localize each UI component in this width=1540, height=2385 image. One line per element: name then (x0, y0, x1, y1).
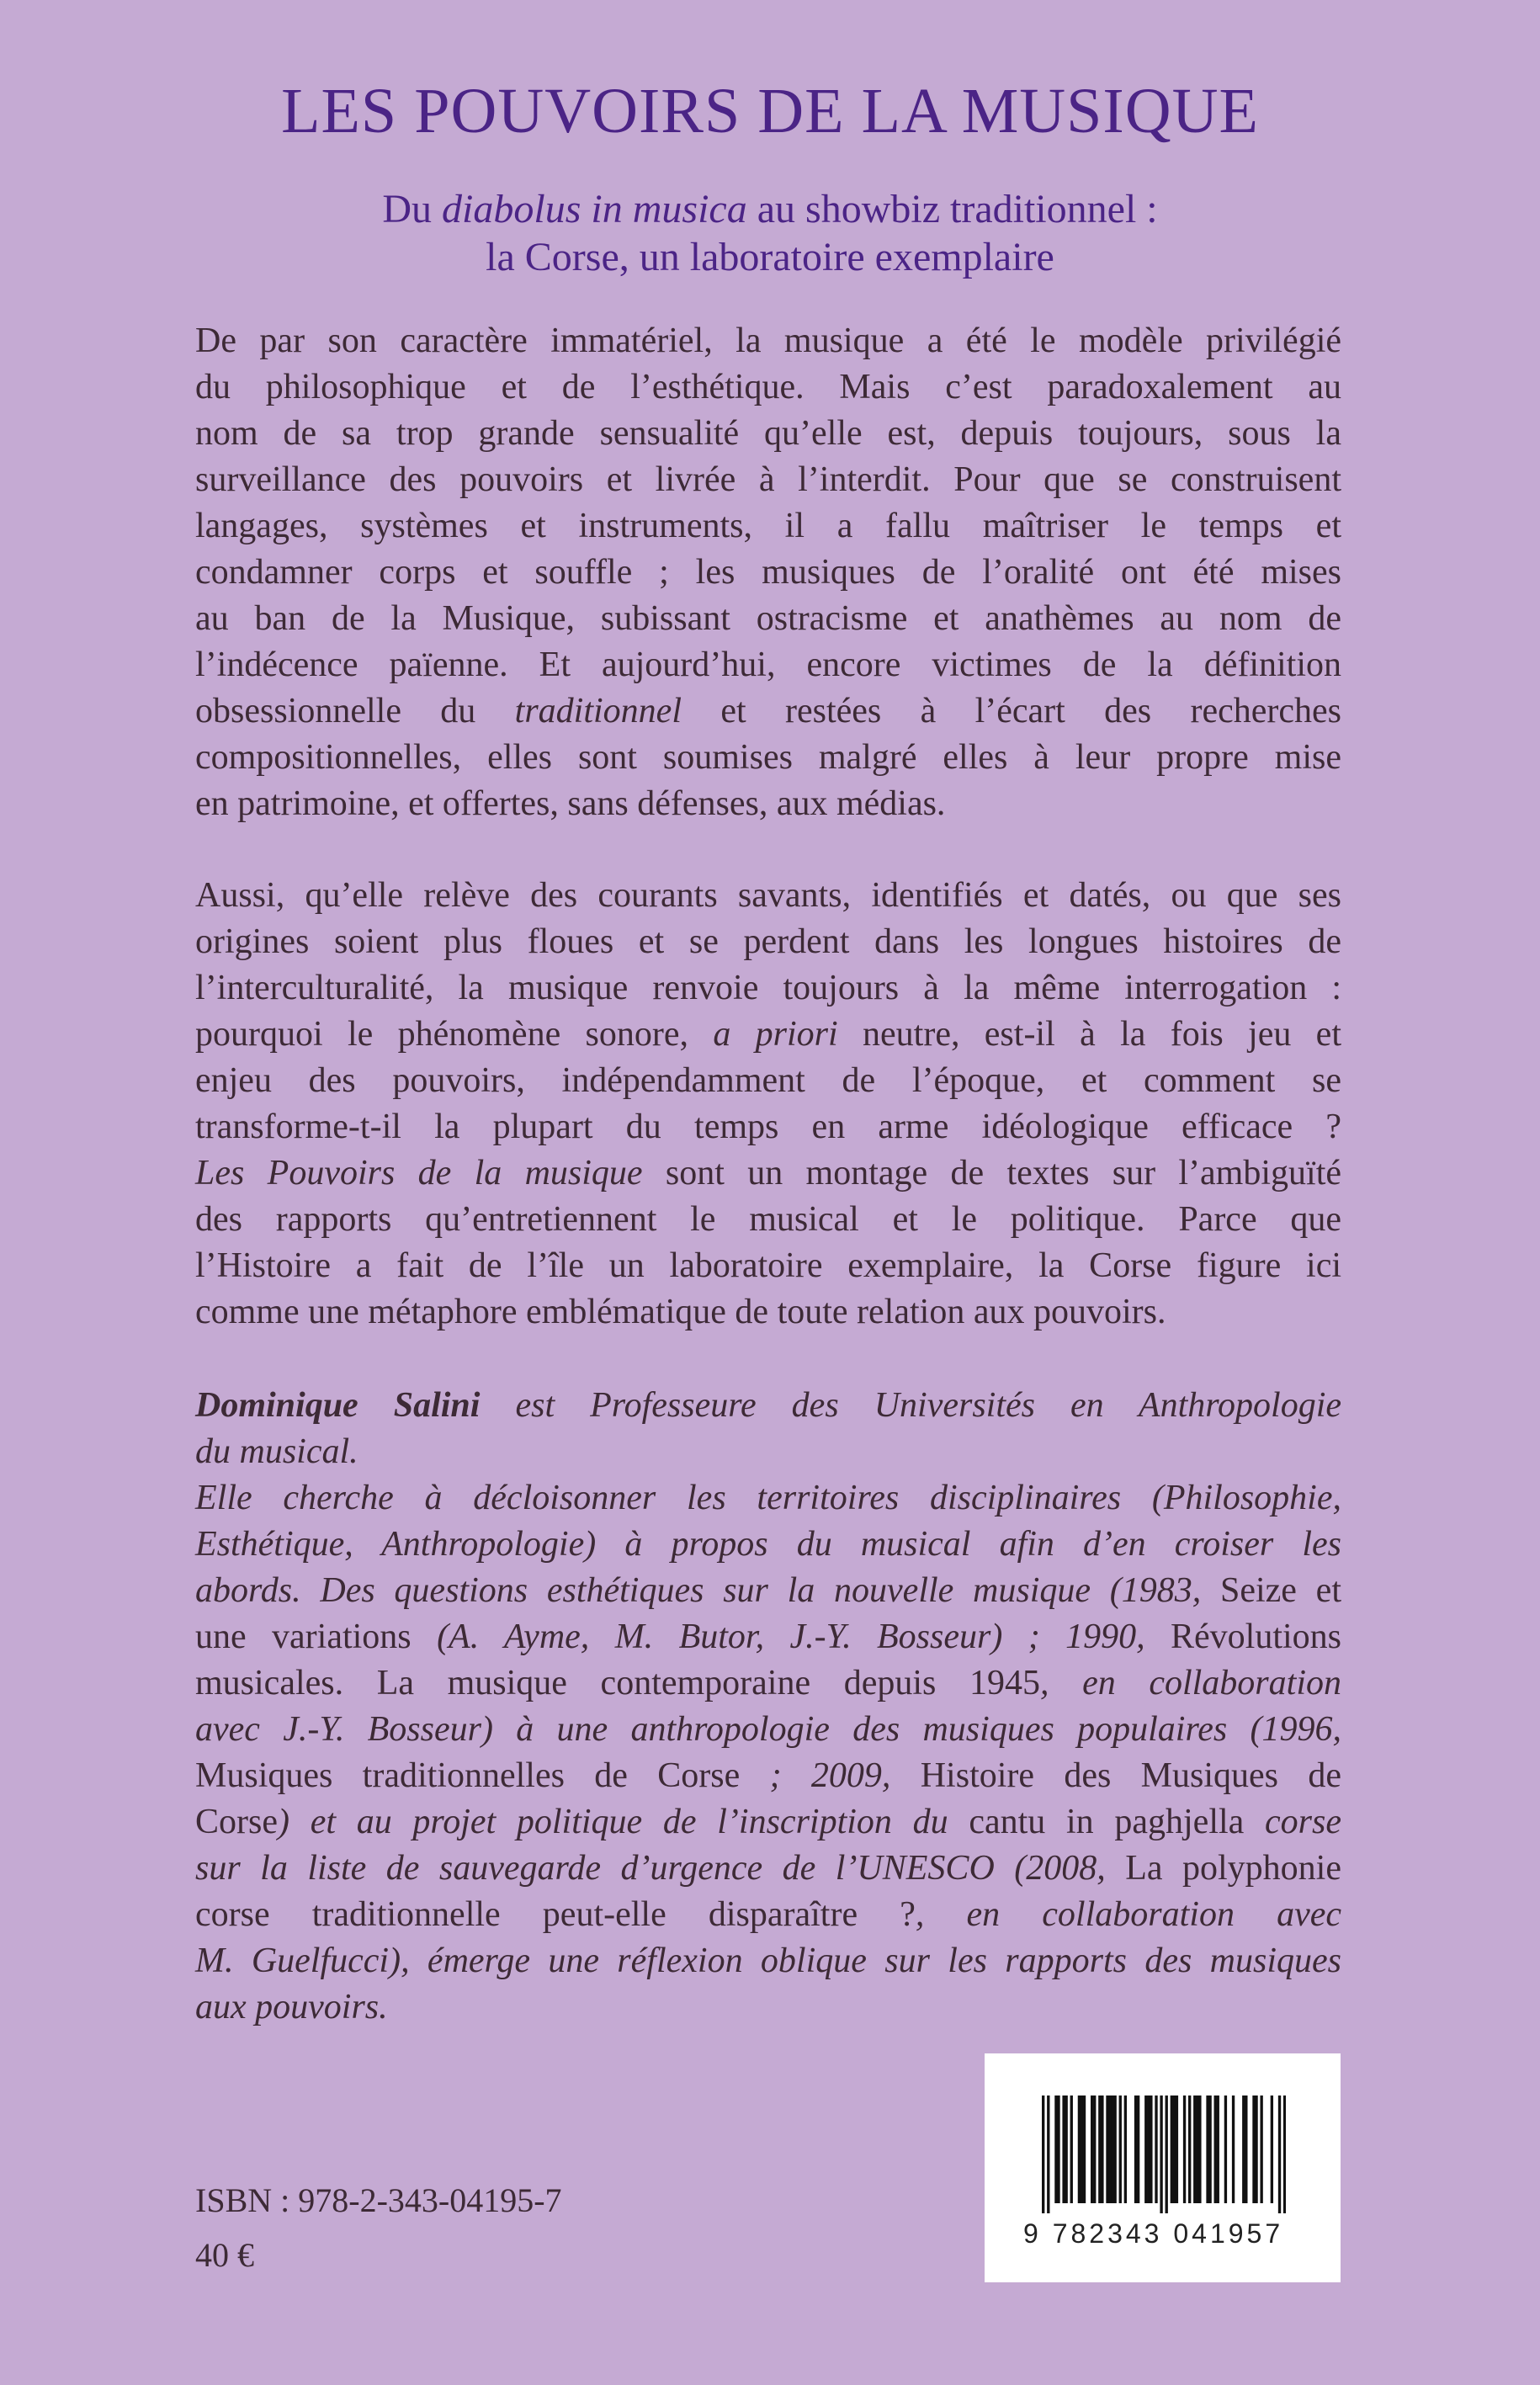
barcode-bar (1171, 2096, 1173, 2203)
barcode-bar (1070, 2096, 1073, 2203)
barcode-bar (1196, 2096, 1198, 2203)
author-bio (195, 1383, 1341, 2031)
p2-line: l’interculturalité, la musique renvoie toujours à la même interrogation : (195, 969, 1341, 1007)
bio-upright-text: cantu in paghjella (969, 1803, 1245, 1841)
p1-line: condamner corps et souffle ; les musiques de l’oralité ont été mises (195, 553, 1341, 592)
barcode-bar (1193, 2096, 1196, 2203)
bio-text: (A. Ayme, M. Butor, J.-Y. Bosseur) ; 1990, (411, 1617, 1171, 1656)
barcode-bar (1083, 2096, 1086, 2203)
bio-line (195, 1892, 1341, 1938)
barcode (985, 2053, 1341, 2282)
barcode-bar (1214, 2096, 1217, 2203)
subtitle-italic: diabolus in musica (442, 187, 747, 231)
subtitle-line-1 (0, 189, 1540, 230)
barcode-bar (1134, 2096, 1137, 2203)
p1-line: langages, systèmes et instruments, il a fallu maîtriser le temps et (195, 507, 1341, 545)
author-name: Dominique Salini (195, 1386, 481, 1425)
barcode-bar (1242, 2096, 1245, 2203)
p1-line: en patrimoine, et offertes, sans défenses, aux médias. (195, 784, 946, 823)
barcode-bar (1155, 2096, 1157, 2203)
bio-line: avec J.-Y. Bosseur) à une anthropologie des musiques populaires (1996, (195, 1710, 1341, 1749)
isbn: ISBN : 978-2-343-04195-7 (195, 2181, 562, 2219)
barcode-bar (1160, 2096, 1162, 2213)
p2-line: des rapports qu’entretiennent le musical et le politique. Parce que (195, 1200, 1341, 1239)
bio-line: du musical. (195, 1432, 358, 1471)
bio-upright-text: Révolutions (1171, 1617, 1342, 1656)
barcode-bar (1271, 2096, 1273, 2203)
barcode-bar (1224, 2096, 1227, 2203)
barcode-bars (1042, 2096, 1286, 2213)
barcode-bar (1283, 2096, 1286, 2213)
barcode-bar (1111, 2096, 1113, 2203)
bio-text: , en collaboration (1039, 1664, 1341, 1702)
bio-upright-text: Histoire des Musiques de (920, 1756, 1341, 1795)
barcode-bar (1106, 2096, 1108, 2203)
barcode-bar (1047, 2096, 1049, 2213)
bio-upright-text: musicales. La musique contemporaine depuis 1945 (195, 1664, 1040, 1702)
barcode-bar (1062, 2096, 1065, 2203)
bio-upright-text: Musiques traditionnelles de Corse (195, 1756, 741, 1795)
subtitle-line-2: la Corse, un laboratoire exemplaire (486, 235, 1054, 279)
barcode-bar (1245, 2096, 1247, 2203)
barcode-bar (1183, 2096, 1186, 2203)
bio-text: , en collaboration avec (915, 1895, 1341, 1934)
bio-upright-text: Seize (1219, 1571, 1297, 1610)
price: 40 € (195, 2236, 254, 2274)
barcode-bar (1098, 2096, 1101, 2203)
p1-italic-text: traditionnel (514, 692, 682, 730)
bio-text: corse (1244, 1803, 1341, 1841)
p2-text: sont un montage de textes sur l’ambiguïté (642, 1154, 1342, 1192)
p1-text: obsessionnelle du (195, 692, 515, 730)
p1-line: du philosophique et de l’esthétique. Mais c’est paradoxalement au (195, 368, 1341, 406)
barcode-bar (1065, 2096, 1067, 2203)
barcode-bar (1119, 2096, 1122, 2203)
barcode-bar (1198, 2096, 1201, 2203)
barcode-bar (1078, 2096, 1081, 2203)
barcode-bar (1147, 2096, 1150, 2203)
bio-line: Esthétique, Anthropologie) à propos du musical afin d’en croiser les (195, 1525, 1341, 1564)
barcode-bar (1057, 2096, 1059, 2203)
p2-line: transforme-t-il la plupart du temps en arme idéologique efficace ? (195, 1108, 1341, 1146)
p2-line: Aussi, qu’elle relève des courants savants, identifiés et datés, ou que ses (195, 876, 1341, 915)
barcode-bar (1260, 2096, 1262, 2203)
bio-line (195, 1799, 1341, 1846)
bio-upright-text: La polyphonie (1125, 1849, 1341, 1888)
barcode-bar (1081, 2096, 1083, 2203)
barcode-bar (1173, 2096, 1176, 2203)
bio-text: ) et au projet politique de l’inscription du (278, 1803, 969, 1841)
barcode-bar (1113, 2096, 1116, 2203)
bio-upright-text: et (1296, 1571, 1341, 1610)
bio-upright-text: corse traditionnelle peut-elle disparaître ? (195, 1895, 916, 1934)
barcode-bar (1252, 2096, 1255, 2203)
barcode-bar (1150, 2096, 1152, 2203)
barcode-bar (1232, 2096, 1235, 2203)
book-title: LES POUVOIRS DE LA MUSIQUE (281, 76, 1259, 146)
barcode-bar (1054, 2096, 1057, 2203)
bio-line (195, 1846, 1341, 1892)
p1-text: et restées à l’écart des recherches (682, 692, 1342, 730)
barcode-bar (1124, 2096, 1127, 2203)
barcode-bar (1137, 2096, 1139, 2203)
p2-italic-text: a priori (713, 1015, 838, 1054)
bio-upright-text: une variations (195, 1617, 412, 1656)
p1-line: nom de sa trop grande sensualité qu’elle est, depuis toujours, sous la (195, 414, 1341, 453)
barcode-digits: 9 782343 041957 (1023, 2218, 1284, 2249)
bio-text: abords. Des questions esthétiques sur la nouvelle musique (1983, (195, 1571, 1220, 1610)
p2-line: origines soient plus floues et se perdent dans les longues histoires de (195, 922, 1341, 961)
barcode-bar (1091, 2096, 1093, 2203)
barcode-bar (1255, 2096, 1257, 2203)
barcode-bar (1217, 2096, 1219, 2203)
bio-line: M. Guelfucci), émerge une réflexion oblique sur les rapports des musiques (195, 1941, 1341, 1980)
bio-upright-text: Corse (195, 1803, 278, 1841)
p2-line: enjeu des pouvoirs, indépendamment de l’époque, et comment se (195, 1061, 1341, 1100)
bio-line (195, 1568, 1341, 1614)
p1-line: surveillance des pouvoirs et livrée à l’interdit. Pour que se construisent (195, 460, 1341, 499)
p1-line (195, 688, 1341, 735)
p2-line: comme une métaphore emblématique de toute relation aux pouvoirs. (195, 1293, 1166, 1331)
barcode-bar (1108, 2096, 1111, 2203)
p2-line (195, 1150, 1341, 1197)
p2-italic-text: Les Pouvoirs de la musique (195, 1154, 643, 1192)
p2-text: neutre, est-il à la fois jeu et (837, 1015, 1341, 1054)
barcode-bar (1093, 2096, 1096, 2203)
barcode-bar (1042, 2096, 1044, 2213)
barcode-bar (1206, 2096, 1208, 2203)
barcode-bar (1278, 2096, 1281, 2213)
bio-line: Elle cherche à décloisonner les territoires disciplinaires (Philosophie, (195, 1479, 1341, 1517)
p2-text: pourquoi le phénomène sonore, (195, 1015, 714, 1054)
bio-text: est Professeure des Universités en Anthropologie (480, 1386, 1342, 1425)
p1-line: l’indécence païenne. Et aujourd’hui, encore victimes de la définition (195, 645, 1341, 684)
p1-line: compositionnelles, elles sont soumises malgré elles à leur propre mise (195, 738, 1341, 777)
bio-text: sur la liste de sauvegarde d’urgence de l’UNESCO (2008, (195, 1849, 1126, 1888)
bio-text: ; 2009, (740, 1756, 921, 1795)
p1-line: De par son caractère immatériel, la musique a été le modèle privilégié (195, 321, 1341, 360)
p2-line (195, 1012, 1341, 1058)
bio-line (195, 1614, 1341, 1660)
bio-line (195, 1383, 1341, 1429)
barcode-bar (1101, 2096, 1103, 2203)
subtitle-post: au showbiz traditionnel : (746, 187, 1158, 231)
barcode-bar (1166, 2096, 1168, 2213)
barcode-bar (1208, 2096, 1211, 2203)
barcode-bar (1144, 2096, 1147, 2203)
paragraph-description (195, 318, 1341, 827)
barcode-bar (1188, 2096, 1191, 2203)
barcode-bar (1176, 2096, 1178, 2203)
paragraph-interrogation (195, 873, 1341, 1336)
bio-line (195, 1660, 1341, 1707)
p2-line: l’Histoire a fait de l’île un laboratoire exemplaire, la Corse figure ici (195, 1246, 1341, 1285)
bio-line (195, 1753, 1341, 1799)
bio-line: aux pouvoirs. (195, 1988, 388, 2026)
p1-line: au ban de la Musique, subissant ostracisme et anathèmes au nom de (195, 599, 1341, 638)
subtitle-pre: Du (382, 187, 443, 231)
